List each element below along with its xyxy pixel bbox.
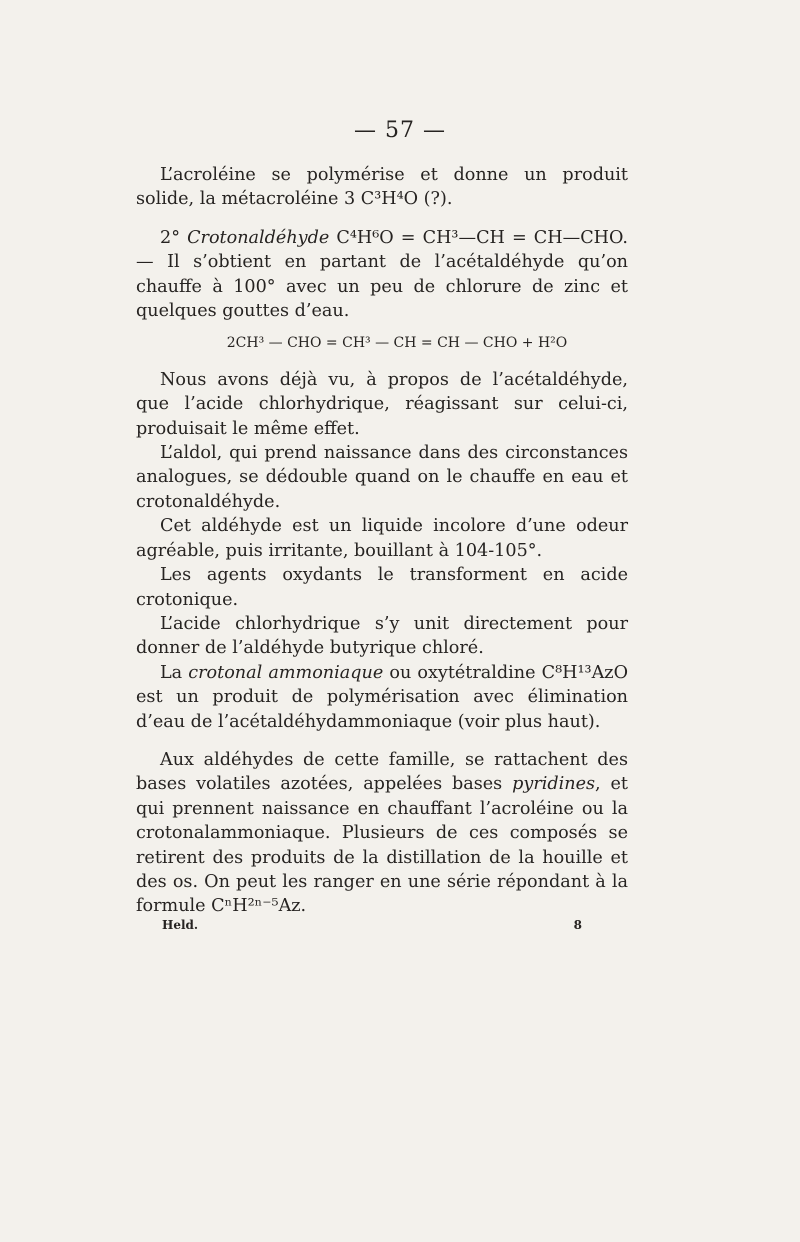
paragraph-8-text: ou oxytétraldine C⁸H¹³AzO est un produit de polymérisation avec élimination d’eau de l’acétaldéhydammoniaque (voir plus haut). bbox=[136, 662, 628, 732]
term-pyridines: pyridines bbox=[512, 774, 596, 795]
paragraph-1: L’acroléine se polymérise et donne un produit solide, la métacroléine 3 C³H⁴O (?). bbox=[136, 165, 628, 210]
paragraph-9-prefix: Aux aldéhydes de cette famille, se rattachent des bases volatiles azotées, appelées bases bbox=[136, 749, 628, 795]
paragraph-2-text: C⁴H⁶O = CH³—CH = CH—CHO. — Il s’obtient en partant de l’acétaldéhyde qu’on chauffe à 100° avec un peu de chlorure de zinc et quelques gouttes d’eau. bbox=[136, 227, 628, 322]
paragraph-2 bbox=[136, 226, 628, 324]
footer-author: Held. bbox=[162, 918, 199, 932]
paragraph-2-prefix: 2° bbox=[160, 227, 188, 248]
paragraph-8-prefix: La bbox=[160, 662, 189, 683]
paragraph-7: L’acide chlorhydrique s’y unit directement pour donner de l’aldéhyde butyrique chloré. bbox=[136, 613, 628, 659]
term-crotonal-ammoniaque: crotonal ammoniaque bbox=[188, 662, 384, 683]
footer-signature: 8 bbox=[573, 918, 582, 932]
page-number: — 57 — bbox=[354, 118, 446, 143]
paragraph-9 bbox=[136, 748, 628, 919]
footer bbox=[162, 918, 582, 932]
paragraph-9-text: , et qui prennent naissance en chauffant l’acroléine ou la crotonalammoniaque. Plusieurs de ces composés se retirent des produits de la distillation de la houille et des os. On peut les ranger en une série répondant à la formule CⁿH²ⁿ⁻⁵Az. bbox=[136, 774, 629, 917]
paragraph-5: Cet aldéhyde est un liquide incolore d’une odeur agréable, puis irritante, bouillant à 104-105°. bbox=[136, 516, 628, 561]
equation: 2CH³ — CHO = CH³ — CH = CH — CHO + H²O bbox=[226, 335, 568, 352]
term-crotonaldehyde: Crotonaldéhyde bbox=[187, 227, 330, 248]
body-text bbox=[136, 163, 628, 919]
paragraph-6: Les agents oxydants le transforment en acide crotonique. bbox=[136, 565, 628, 610]
paragraph-3: Nous avons déjà vu, à propos de l’acétaldéhyde, que l’acide chlorhydrique, réagissant sur celui-ci, produisait le même effet. bbox=[136, 369, 628, 439]
paragraph-4: L’aldol, qui prend naissance dans des circonstances analogues, se dédouble quand on le chauffe en eau et crotonaldéhyde. bbox=[136, 443, 628, 512]
paragraph-8 bbox=[136, 661, 628, 734]
